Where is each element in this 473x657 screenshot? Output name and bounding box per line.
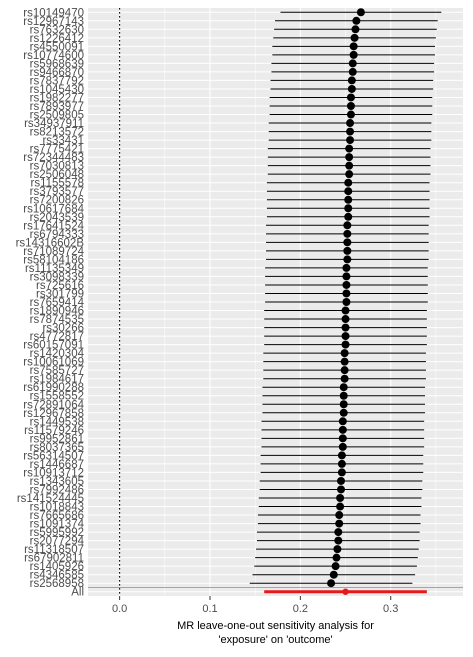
snp-estimate-point	[346, 128, 354, 136]
snp-estimate-point	[341, 375, 349, 383]
snp-label: rs7659414	[29, 297, 84, 309]
snp-label: rs4346585	[29, 569, 84, 582]
snp-label: rs7874535	[29, 314, 84, 327]
snp-label: rs61990288	[23, 382, 84, 395]
snp-label: rs1446687	[29, 458, 84, 471]
snp-estimate-point	[345, 153, 353, 161]
snp-estimate-point	[342, 289, 350, 297]
snp-estimate-point	[347, 111, 355, 119]
snp-label: rs10913712	[23, 467, 84, 480]
snp-estimate-point	[342, 332, 350, 340]
snp-estimate-point	[339, 426, 347, 434]
snp-estimate-point	[342, 298, 350, 306]
snp-estimate-point	[350, 42, 358, 50]
snp-estimate-point	[338, 468, 346, 476]
snp-label: rs60157091	[23, 339, 84, 352]
x-axis	[112, 596, 398, 615]
snp-estimate-point	[337, 477, 345, 485]
snp-estimate-point	[343, 221, 351, 229]
snp-estimate-point	[347, 93, 355, 101]
y-axis-labels	[16, 7, 85, 598]
snp-estimate-point	[343, 230, 351, 238]
snp-estimate-point	[344, 204, 352, 212]
snp-label: rs56314507	[23, 450, 84, 463]
snp-label: rs1984617	[29, 373, 84, 386]
snp-label: rs1420304	[29, 348, 84, 361]
x-axis-title-line-2: 'exposure' on 'outcome'	[218, 634, 333, 646]
snp-label: rs2509805	[29, 109, 84, 122]
snp-label: rs5995992	[29, 527, 84, 540]
snp-estimate-point	[347, 102, 355, 110]
snp-label: rs7837792	[29, 75, 84, 88]
snp-label: rs2506048	[29, 169, 84, 182]
snp-label: rs9952861	[29, 433, 84, 446]
snp-label: rs11318507	[24, 544, 84, 557]
snp-estimate-point	[333, 545, 341, 553]
x-axis-title-line-1: MR leave-one-out sensitivity analysis for	[177, 620, 374, 632]
overall-estimate-point	[342, 589, 348, 595]
snp-label: rs10149470	[23, 7, 84, 20]
snp-estimate-point	[337, 485, 345, 493]
snp-estimate-point	[335, 520, 343, 528]
snp-estimate-point	[348, 85, 356, 93]
snp-estimate-point	[342, 272, 350, 280]
snp-estimate-point	[336, 494, 344, 502]
snp-label: rs1449538	[29, 416, 84, 429]
snp-estimate-point	[338, 460, 346, 468]
snp-label: rs4550091	[29, 41, 84, 54]
snp-label: rs8037365	[29, 441, 84, 454]
snp-label: rs71089724	[23, 245, 84, 258]
snp-estimate-point	[341, 358, 349, 366]
snp-label: rs1155578	[30, 177, 84, 190]
snp-label: rs72891064	[23, 399, 84, 412]
snp-estimate-point	[343, 238, 351, 246]
snp-label: rs301799	[36, 288, 84, 301]
snp-estimate-point	[340, 383, 348, 391]
snp-estimate-point	[334, 528, 342, 536]
snp-label: rs1226412	[29, 32, 84, 45]
snp-estimate-point	[327, 579, 335, 587]
snp-label: rs10774600	[23, 49, 84, 62]
snp-label: rs7585727	[29, 365, 84, 378]
snp-label: rs10617684	[23, 203, 84, 216]
snp-estimate-point	[349, 68, 357, 76]
snp-estimate-point	[342, 307, 350, 315]
snp-estimate-point	[357, 8, 365, 16]
snp-estimate-point	[351, 34, 359, 42]
snp-label: rs141524445	[16, 493, 84, 505]
snp-estimate-point	[344, 213, 352, 221]
snp-estimate-point	[350, 51, 358, 59]
snp-estimate-point	[348, 76, 356, 84]
snp-label: rs72344483	[23, 152, 84, 165]
snp-label: rs3793577	[29, 186, 84, 199]
snp-label: rs725616	[36, 279, 84, 292]
snp-estimate-point	[345, 162, 353, 170]
snp-estimate-point	[344, 179, 352, 187]
snp-estimate-point	[339, 434, 347, 442]
snp-label: rs3098339	[29, 271, 84, 284]
x-tick-label: 0.1	[202, 603, 218, 615]
snp-label: rs1982277	[29, 92, 84, 105]
snp-estimate-point	[338, 451, 346, 459]
snp-label: rs7665686	[29, 510, 84, 523]
snp-estimate-point	[342, 264, 350, 272]
snp-label: rs1890946	[29, 305, 84, 318]
snp-label: rs7632630	[29, 24, 84, 37]
snp-label: rs2568958	[29, 578, 84, 591]
snp-estimate-point	[332, 554, 340, 562]
snp-estimate-point	[341, 349, 349, 357]
snp-label: rs9466870	[29, 66, 84, 79]
snp-label: rs2043539	[29, 211, 84, 224]
snp-estimate-point	[343, 255, 351, 263]
snp-label: rs5968639	[29, 58, 84, 71]
snp-estimate-point	[346, 119, 354, 127]
snp-label: rs1018843	[29, 501, 84, 514]
snp-label: rs11579246	[24, 424, 84, 437]
snp-label: rs67902811	[24, 552, 84, 565]
snp-estimate-point	[335, 511, 343, 519]
snp-estimate-point	[343, 247, 351, 255]
snp-label: rs11135349	[24, 262, 84, 275]
snp-label: rs58104186	[23, 254, 84, 267]
snp-label: rs17641524	[23, 220, 84, 233]
snp-estimate-point	[342, 281, 350, 289]
snp-label: rs14316602B	[15, 237, 84, 250]
snp-label: rs33431	[42, 135, 84, 148]
snp-estimate-point	[340, 409, 348, 417]
snp-estimate-point	[336, 503, 344, 511]
snp-label: rs6794333	[29, 228, 84, 241]
snp-estimate-point	[345, 170, 353, 178]
snp-estimate-point	[345, 145, 353, 153]
snp-estimate-point	[340, 400, 348, 408]
snp-estimate-point	[341, 366, 349, 374]
snp-label: rs4772817	[29, 331, 84, 344]
snp-estimate-point	[339, 443, 347, 451]
snp-label: rs7893977	[29, 101, 84, 113]
snp-estimate-point	[352, 17, 360, 25]
snp-label: rs1405926	[29, 561, 84, 574]
snp-label: rs12967858	[23, 407, 84, 420]
snp-estimate-point	[349, 59, 357, 67]
snp-label: rs7200826	[29, 194, 84, 207]
snp-label: rs1045430	[29, 83, 84, 96]
snp-label: rs8213572	[29, 126, 84, 139]
snp-estimate-point	[342, 315, 350, 323]
snp-estimate-point	[334, 537, 342, 545]
x-tick-label: 0.0	[111, 603, 128, 615]
snp-estimate-point	[351, 25, 359, 33]
snp-estimate-point	[342, 341, 350, 349]
snp-estimate-point	[332, 562, 340, 570]
snp-label: rs12967143	[23, 15, 84, 28]
overall-label: All	[71, 586, 84, 599]
snp-label: rs1558552	[29, 390, 84, 403]
snp-estimate-point	[340, 392, 348, 400]
snp-estimate-point	[344, 196, 352, 204]
snp-label: rs30266	[42, 322, 84, 335]
snp-label: rs7030813	[29, 160, 84, 173]
snp-label: rs2077294	[29, 535, 84, 548]
snp-label: rs10061069	[23, 356, 84, 369]
snp-label: rs7992486	[29, 484, 84, 497]
snp-estimate-point	[346, 136, 354, 144]
snp-label: rs1343605	[29, 475, 84, 488]
snp-estimate-point	[339, 417, 347, 425]
snp-label: rs7775421	[29, 143, 84, 156]
snp-estimate-point	[342, 324, 350, 332]
x-tick-label: 0.3	[383, 603, 399, 615]
x-tick-label: 0.2	[292, 603, 308, 615]
snp-label: rs34937911	[24, 118, 84, 131]
snp-estimate-point	[344, 187, 352, 195]
snp-label: rs1091374	[29, 518, 84, 531]
snp-estimate-point	[330, 571, 338, 579]
